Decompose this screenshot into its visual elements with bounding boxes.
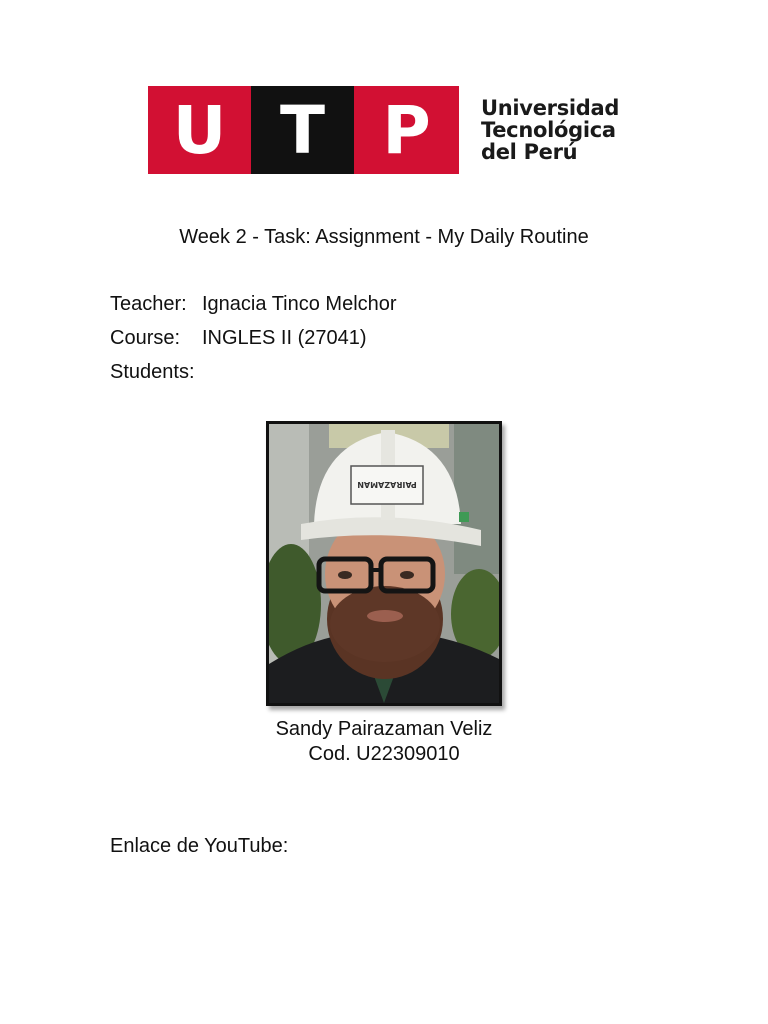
student-name: Sandy Pairazaman Veliz <box>275 718 493 740</box>
course-row <box>110 327 367 350</box>
logo-letter-p: P <box>354 86 459 174</box>
student-photo <box>266 421 502 706</box>
teacher-value: Ignacia Tinco Melchor <box>202 293 397 315</box>
teacher-label: Teacher: <box>110 293 187 315</box>
logo-mark <box>148 86 459 174</box>
logo-line-2: Tecnológica <box>481 118 616 142</box>
course-label: Course: <box>110 327 181 349</box>
logo-letter-t: T <box>251 86 354 174</box>
logo-line-3: del Perú <box>481 140 578 164</box>
teacher-row <box>110 293 397 316</box>
logo-line-1: Universidad <box>481 96 620 120</box>
logo-wordmark <box>481 97 619 163</box>
document-title: Week 2 - Task: Assignment - My Daily Routine <box>179 226 589 248</box>
students-label: Students: <box>110 361 195 383</box>
utp-logo <box>148 86 619 174</box>
youtube-link-label: Enlace de YouTube: <box>110 835 289 857</box>
student-code: Cod. U22309010 <box>308 743 460 765</box>
helmet-sticker-text: PAIRAZAMAN <box>357 480 417 489</box>
course-value: INGLES II (27041) <box>202 327 367 349</box>
students-row <box>110 361 202 384</box>
logo-letter-u: U <box>148 86 251 174</box>
